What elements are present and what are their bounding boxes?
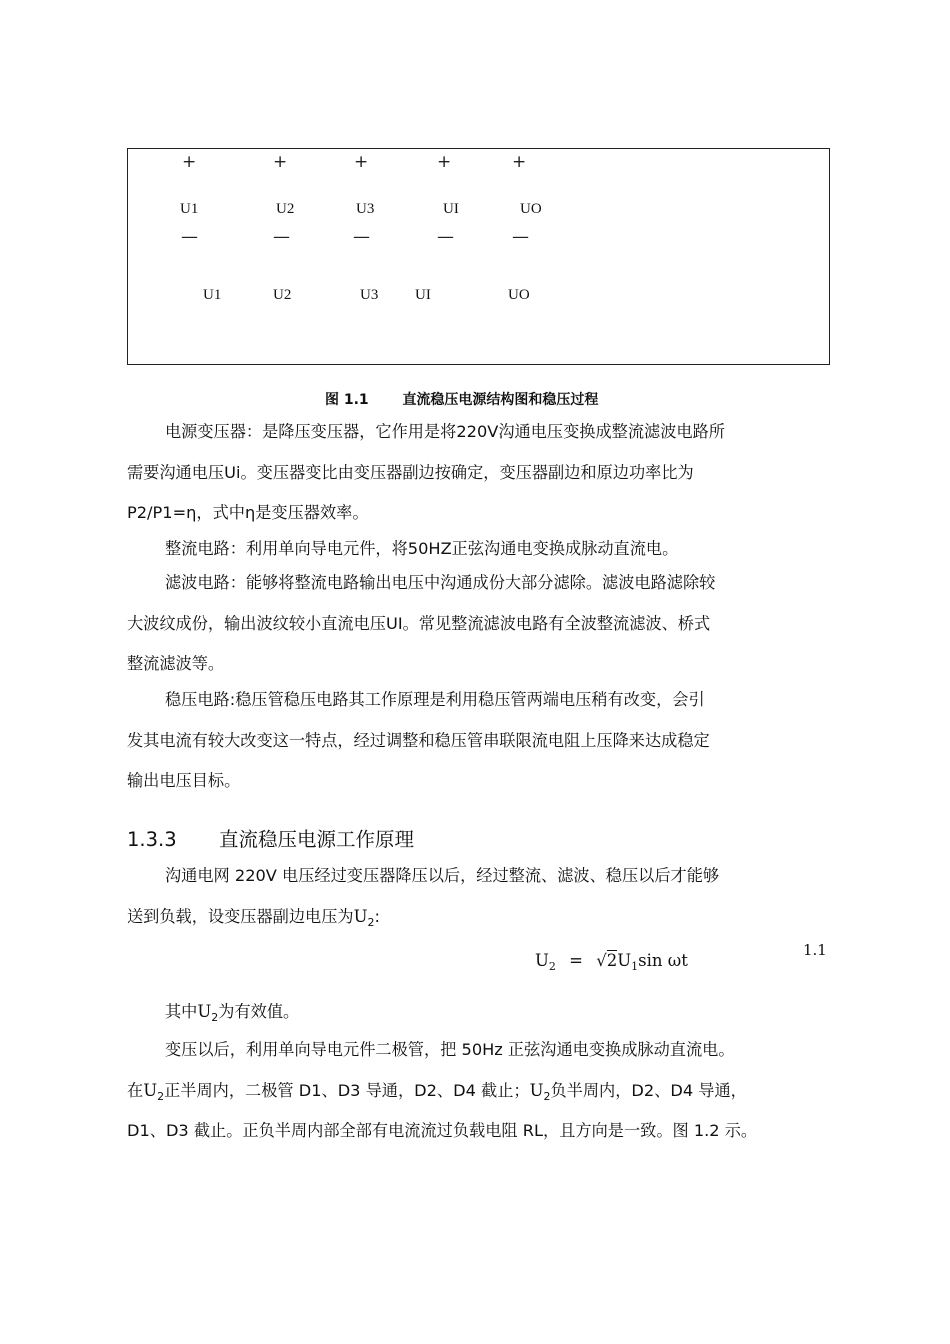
- plus-sign: +: [354, 152, 369, 172]
- section-number: 1.3.3: [127, 828, 177, 851]
- minus-sign: —: [437, 227, 454, 247]
- text-span: 其中: [165, 1002, 198, 1021]
- text-line: 需要沟通电压Ui。变压器变比由变压器副边按确定，变压器副边和原边功率比为: [127, 462, 694, 482]
- sqrt-symbol: √: [596, 951, 607, 970]
- figure-top-label: U2: [276, 201, 295, 217]
- subscript: 1: [631, 960, 639, 973]
- text-line: 发其电流有较大改变这一特点，经过调整和稳压管串联限流电阻上压降来达成稳定: [127, 730, 710, 750]
- variable: U: [353, 906, 368, 926]
- equation: [535, 951, 688, 973]
- figure-frame: [127, 148, 830, 365]
- figure-top-label: UO: [520, 201, 542, 217]
- variable: U: [143, 1080, 158, 1100]
- text-span: :: [374, 906, 380, 926]
- eq-equals: =: [569, 951, 583, 970]
- figure-top-label: U1: [180, 201, 199, 217]
- figure-caption: [325, 389, 598, 409]
- paragraph-filter: [127, 563, 832, 685]
- plus-sign: +: [273, 152, 288, 172]
- eq-rest: sin ωt: [638, 951, 688, 970]
- paragraph-effective-value: [127, 992, 832, 1033]
- text-line: 整流电路：利用单向导电元件，将50HZ正弦沟通电变换成脉动直流电。: [165, 539, 679, 558]
- plus-sign: +: [182, 152, 197, 172]
- figure-bottom-label: U1: [203, 287, 222, 303]
- eq-lhs: U: [535, 951, 549, 970]
- figure-top-label: UI: [443, 201, 459, 217]
- figure-bottom-label: UI: [415, 287, 431, 303]
- variable: U: [197, 1002, 212, 1021]
- text-span: 负半周内，D2、D4 导通，: [550, 1080, 747, 1100]
- figure-number: 图 1.1: [325, 392, 369, 408]
- text-line: [127, 1071, 832, 1112]
- figure-bottom-label: UO: [508, 287, 530, 303]
- figure-bottom-label: U2: [273, 287, 292, 303]
- paragraph-diodes: [127, 1030, 832, 1152]
- radicand: 2: [606, 951, 618, 970]
- section-title: 直流稳压电源工作原理: [219, 828, 415, 851]
- subscript: 2: [211, 1011, 219, 1024]
- plus-sign: +: [437, 152, 452, 172]
- minus-sign: —: [181, 227, 198, 247]
- variable: U: [529, 1080, 544, 1100]
- subscript: 2: [543, 1089, 551, 1103]
- eq-u: U: [617, 951, 632, 970]
- figure-bottom-label: U3: [360, 287, 379, 303]
- subscript: 2: [157, 1089, 165, 1103]
- subscript: 2: [548, 960, 556, 973]
- figure-caption-text: 直流稳压电源结构图和稳压过程: [402, 392, 599, 408]
- minus-sign: —: [512, 227, 529, 247]
- minus-sign: —: [273, 227, 290, 247]
- text-span: 正半周内，二极管 D1、D3 导通，D2、D4 截止；: [164, 1080, 530, 1100]
- text-line: D1、D3 截止。正负半周内部全部有电流流过负载电阻 RL，且方向是一致。图 1.2 示。: [127, 1121, 758, 1140]
- text-line: 整流滤波等。: [127, 654, 225, 673]
- plus-sign: +: [512, 152, 527, 172]
- paragraph-transformer: [127, 412, 832, 534]
- text-line: 电源变压器：是降压变压器，它作用是将220V沟通电压变换成整流滤波电路所: [165, 422, 725, 441]
- text-line: [127, 897, 832, 938]
- text-span: 送到负载，设变压器副边电压为: [127, 906, 354, 926]
- text-line: 沟通电网 220V 电压经过变压器降压以后，经过整流、滤波、稳压以后才能够: [165, 866, 720, 885]
- section-heading: [127, 824, 414, 852]
- text-line: 滤波电路：能够将整流电路输出电压中沟通成份大部分滤除。滤波电路滤除较: [165, 573, 716, 592]
- text-line: 变压以后，利用单向导电元件二极管，把 50Hz 正弦沟通电变换成脉动直流电。: [165, 1040, 735, 1059]
- paragraph-principle: [127, 856, 832, 937]
- text-span: 在: [127, 1080, 144, 1100]
- paragraph-regulator: [127, 680, 832, 802]
- text-line: 稳压电路:稳压管稳压电路其工作原理是利用稳压管两端电压稍有改变，会引: [165, 690, 705, 709]
- figure-top-label: U3: [356, 201, 375, 217]
- text-span: 为有效值。: [218, 1002, 300, 1021]
- text-line: P2/P1=η，式中η是变压器效率。: [127, 503, 369, 522]
- minus-sign: —: [353, 227, 370, 247]
- text-line: 输出电压目标。: [127, 771, 241, 790]
- subscript: 2: [367, 915, 375, 929]
- text-line: [127, 992, 832, 1033]
- equation-number: 1.1: [803, 941, 827, 959]
- text-line: 大波纹成份，输出波纹较小直流电压UI。常见整流滤波电路有全波整流滤波、桥式: [127, 613, 711, 633]
